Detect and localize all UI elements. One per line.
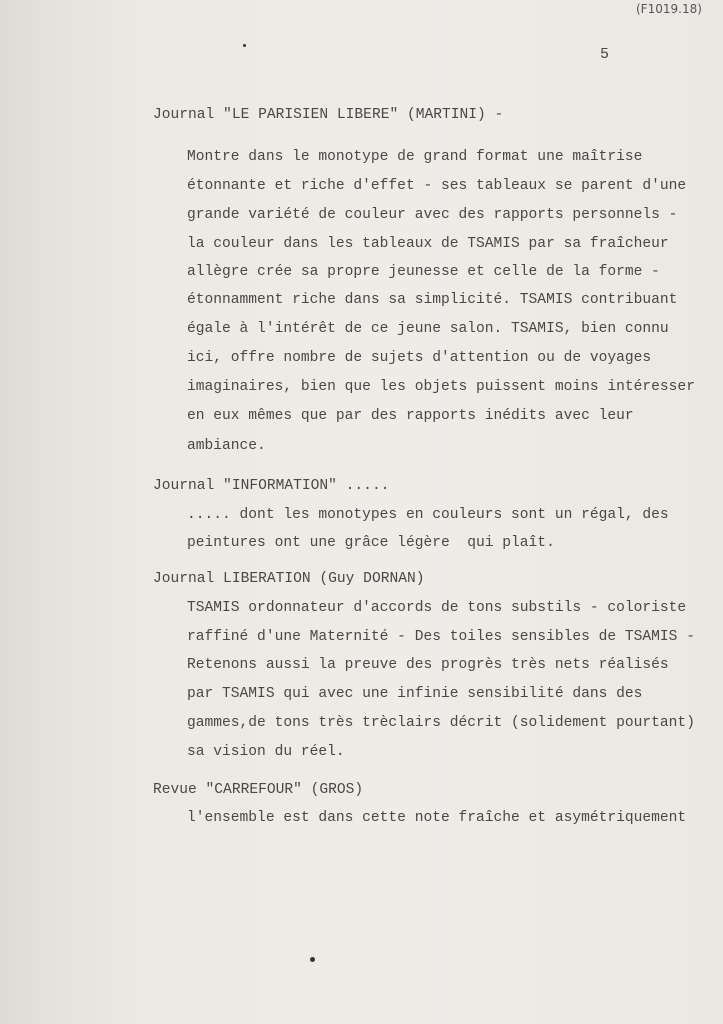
body-text-line: la couleur dans les tableaux de TSAMIS par sa fraîcheur	[187, 236, 669, 252]
body-text-line: sa vision du réel.	[187, 744, 345, 760]
body-text-line: Montre dans le monotype de grand format une maîtrise	[187, 149, 643, 165]
body-text-line: par TSAMIS qui avec une infinie sensibilité dans des	[187, 686, 643, 702]
body-text-line: grande variété de couleur avec des rapports personnels -	[187, 207, 678, 223]
body-text-line: allègre crée sa propre jeunesse et celle de la forme -	[187, 264, 660, 280]
body-text-line: étonnamment riche dans sa simplicité. TSAMIS contribuant	[187, 292, 678, 308]
ink-speck	[310, 957, 315, 962]
archive-reference: (F1019.18)	[636, 2, 702, 16]
body-text-line: gammes,de tons très trèclairs décrit (solidement pourtant)	[187, 715, 695, 731]
section-heading: Journal "LE PARISIEN LIBERE" (MARTINI) -	[153, 107, 504, 123]
body-text-line: peintures ont une grâce légère qui plaît.	[187, 535, 555, 551]
page-number: 5	[600, 46, 610, 63]
body-text-line: égale à l'intérêt de ce jeune salon. TSAMIS, bien connu	[187, 321, 669, 337]
body-text-line: l'ensemble est dans cette note fraîche et asymétriquement	[187, 810, 687, 826]
body-text-line: en eux mêmes que par des rapports inédits avec leur	[187, 408, 634, 424]
body-text-line: ..... dont les monotypes en couleurs sont un régal, des	[187, 507, 669, 523]
section-heading: Journal LIBERATION (Guy DORNAN)	[153, 571, 425, 587]
body-text-line: étonnante et riche d'effet - ses tableaux se parent d'une	[187, 178, 687, 194]
body-text-line: raffiné d'une Maternité - Des toiles sensibles de TSAMIS -	[187, 629, 695, 645]
section-heading: Revue "CARREFOUR" (GROS)	[153, 782, 364, 798]
body-text-line: Retenons aussi la preuve des progrès très nets réalisés	[187, 657, 669, 673]
ink-speck	[243, 44, 246, 47]
body-text-line: imaginaires, bien que les objets puissent moins intéresser	[187, 379, 695, 395]
body-text-line: ambiance.	[187, 438, 266, 454]
section-heading: Journal "INFORMATION" .....	[153, 478, 390, 494]
body-text-line: ici, offre nombre de sujets d'attention ou de voyages	[187, 350, 652, 366]
body-text-line: TSAMIS ordonnateur d'accords de tons substils - coloriste	[187, 600, 687, 616]
